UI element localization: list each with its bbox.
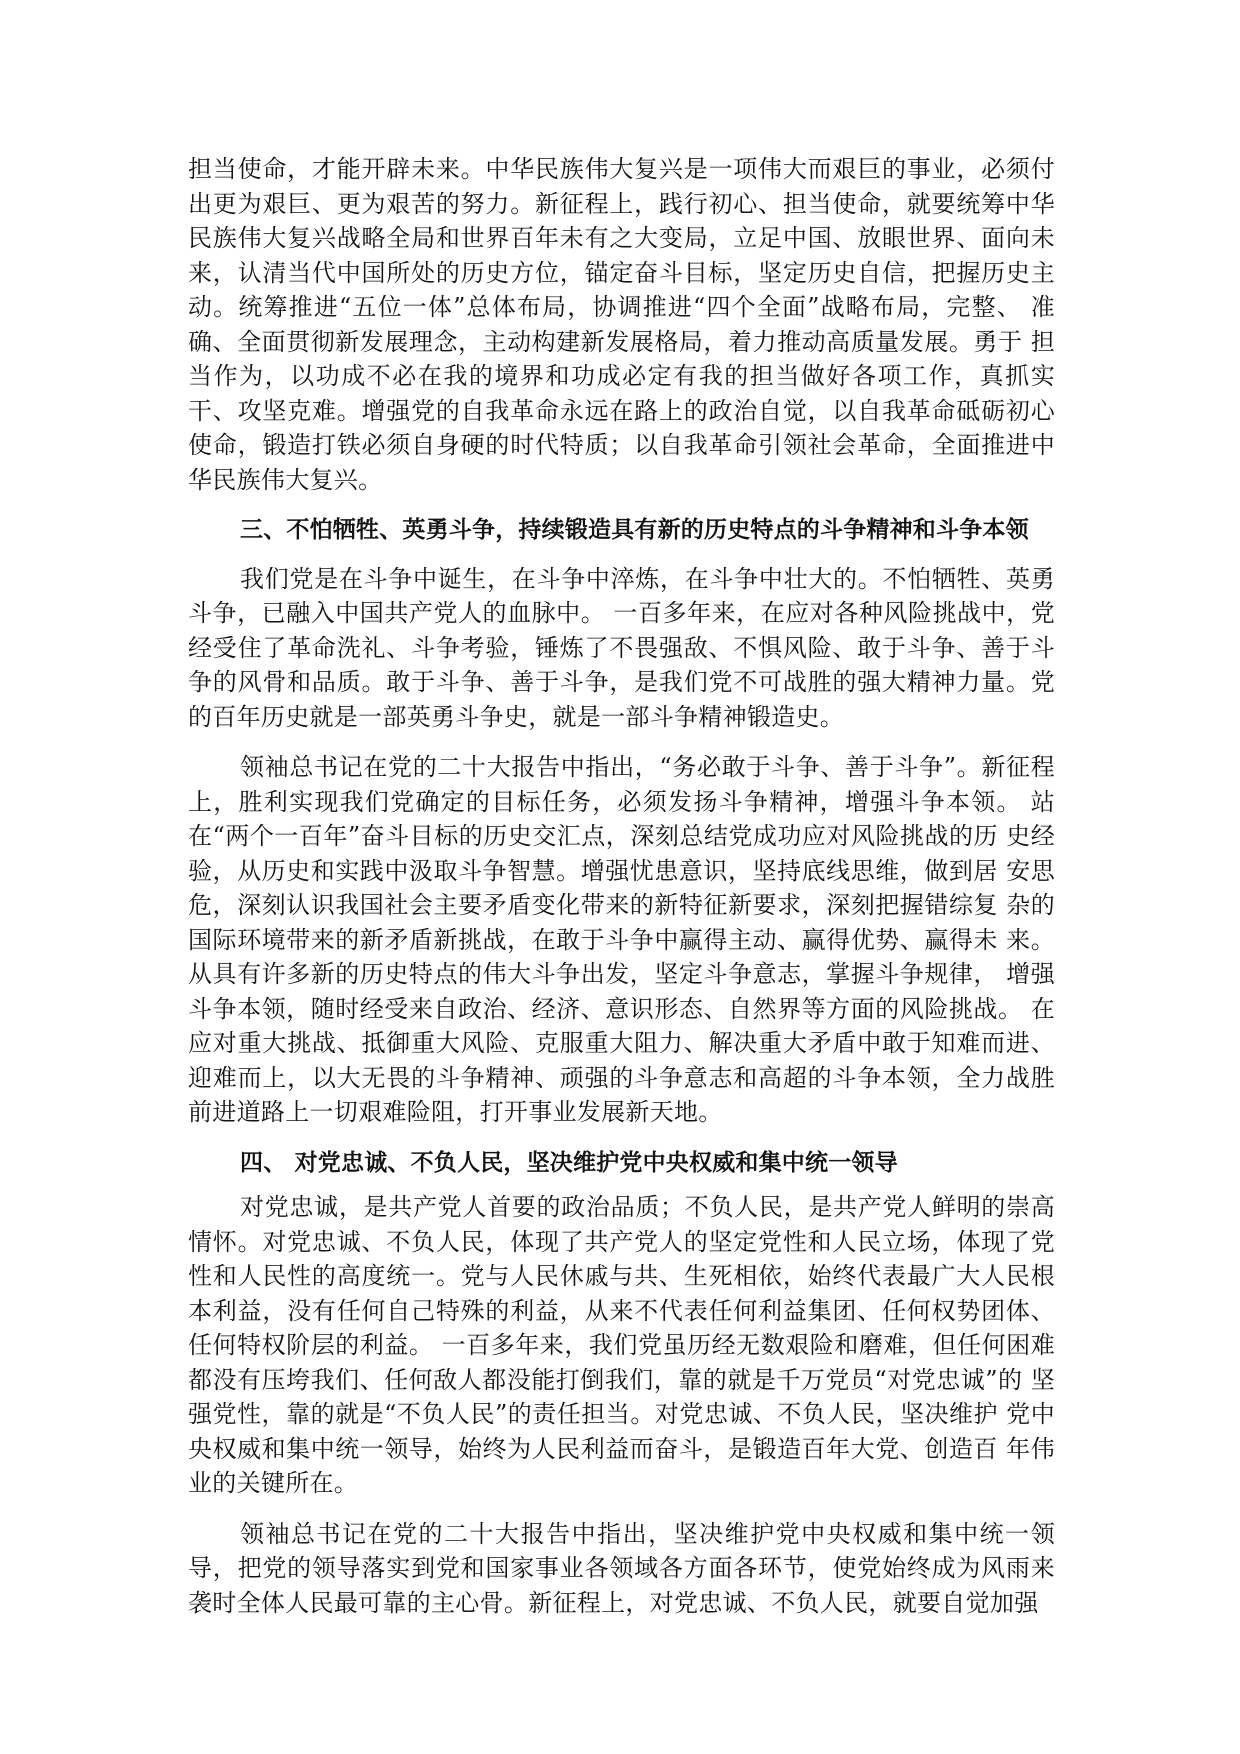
paragraph-body-5: 领袖总书记在党的二十大报告中指出，坚决维护党中央权威和集中统一领导，把党的领导落实到党和国家事业各领域各方面各环节，使党始终成为风雨来 袭时全体人民最可靠的主心骨。新征程上，对党忠诚、不负人民，就要自觉加强 bbox=[188, 1519, 1055, 1617]
section-heading-4: 四、 对党忠诚、不负人民，坚决维护党中央权威和集中统一领导 bbox=[240, 1149, 898, 1176]
paragraph-body-4: 对党忠诚，是共产党人首要的政治品质；不负人民，是共产党人鲜明的崇高情怀。对党忠诚、不负人民，体现了共产党人的坚定党性和人民立场，体现了党性和人民性的高度统一。党与人民休戚与共、生死相依，始终代表最广大人民根本利益，没有任何自己特殊的利益，从来不代表任何利益集团、任何权势团体、 任何特权阶层的利益。 一百多年来，我们党虽历经无数艰险和磨难，但任何困难 都没有压垮我们、任何敌人都没能打倒我们，靠的就是千万党员“对党忠诚”的 坚强党性，靠的就是“不负人民”的责任担当。对党忠诚、不负人民，坚决维护 党中央权威和集中统一领导，始终为人民利益而奋斗，是锻造百年大党、创造百 年伟业的关键所在。 bbox=[188, 1193, 1055, 1497]
section-heading-3: 三、不怕牺牲、英勇斗争，持续锻造具有新的历史特点的斗争精神和斗争本领 bbox=[240, 517, 1029, 543]
paragraph-body-1: 担当使命，才能开辟未来。中华民族伟大复兴是一项伟大而艰巨的事业，必须付出更为艰巨、更为艰苦的努力。新征程上，践行初心、担当使命，就要统筹中华民族伟大复兴战略全局和世界百年未有之大变局，立足中国、放眼世界、面向未来，认清当代中国所处的历史方位，锚定奋斗目标，坚定历史自信，把握历史主动。统筹推进“五位一体”总体布局，协调推进“四个全面”战略布局，完整、 准确、全面贯彻新发展理念，主动构建新发展格局，着力推动高质量发展。勇于 担当作为，以功成不必在我的境界和功成必定有我的担当做好各项工作，真抓实 干、攻坚克难。增强党的自我革命永远在路上的政治自觉，以自我革命砥砺初心 使命，锻造打铁必须自身硬的时代特质；以自我革命引领社会革命，全面推进中 华民族伟大复兴。 bbox=[188, 155, 1055, 494]
paragraph-body-2: 我们党是在斗争中诞生，在斗争中淬炼，在斗争中壮大的。不怕牺牲、英勇 斗争，已融入中国共产党人的血脉中。 一百多年来，在应对各种风险挑战中，党 经受住了革命洗礼、斗争考验，锤炼了不畏强敌、不惧风险、敢于斗争、善于斗 争的风骨和品质。敢于斗争、善于斗争，是我们党不可战胜的强大精神力量。党 的百年历史就是一部英勇斗争史，就是一部斗争精神锻造史。 bbox=[188, 564, 1055, 731]
paragraph-body-3: 领袖总书记在党的二十大报告中指出，“务必敢于斗争、善于斗争”。新征程上，胜利实现我们党确定的目标任务，必须发扬斗争精神，增强斗争本领。 站在“两个一百年”奋斗目标的历史交汇点，深刻总结党成功应对风险挑战的历 史经验，从历史和实践中汲取斗争智慧。增强忧患意识，坚持底线思维，做到居 安思危，深刻认识我国社会主要矛盾变化带来的新特征新要求，深刻把握错综复 杂的国际环境带来的新矛盾新挑战，在敢于斗争中赢得主动、赢得优势、赢得未 来。从具有许多新的历史特点的伟大斗争出发，坚定斗争意志，掌握斗争规律， 增强斗争本领，随时经受来自政治、经济、意识形态、自然界等方面的风险挑战。 在应对重大挑战、抵御重大风险、克服重大阻力、解决重大矛盾中敢于知难而进、 迎难而上，以大无畏的斗争精神、顽强的斗争意志和高超的斗争本领，全力战胜 前进道路上一切艰难险阻，打开事业发展新天地。 bbox=[188, 753, 1055, 1126]
